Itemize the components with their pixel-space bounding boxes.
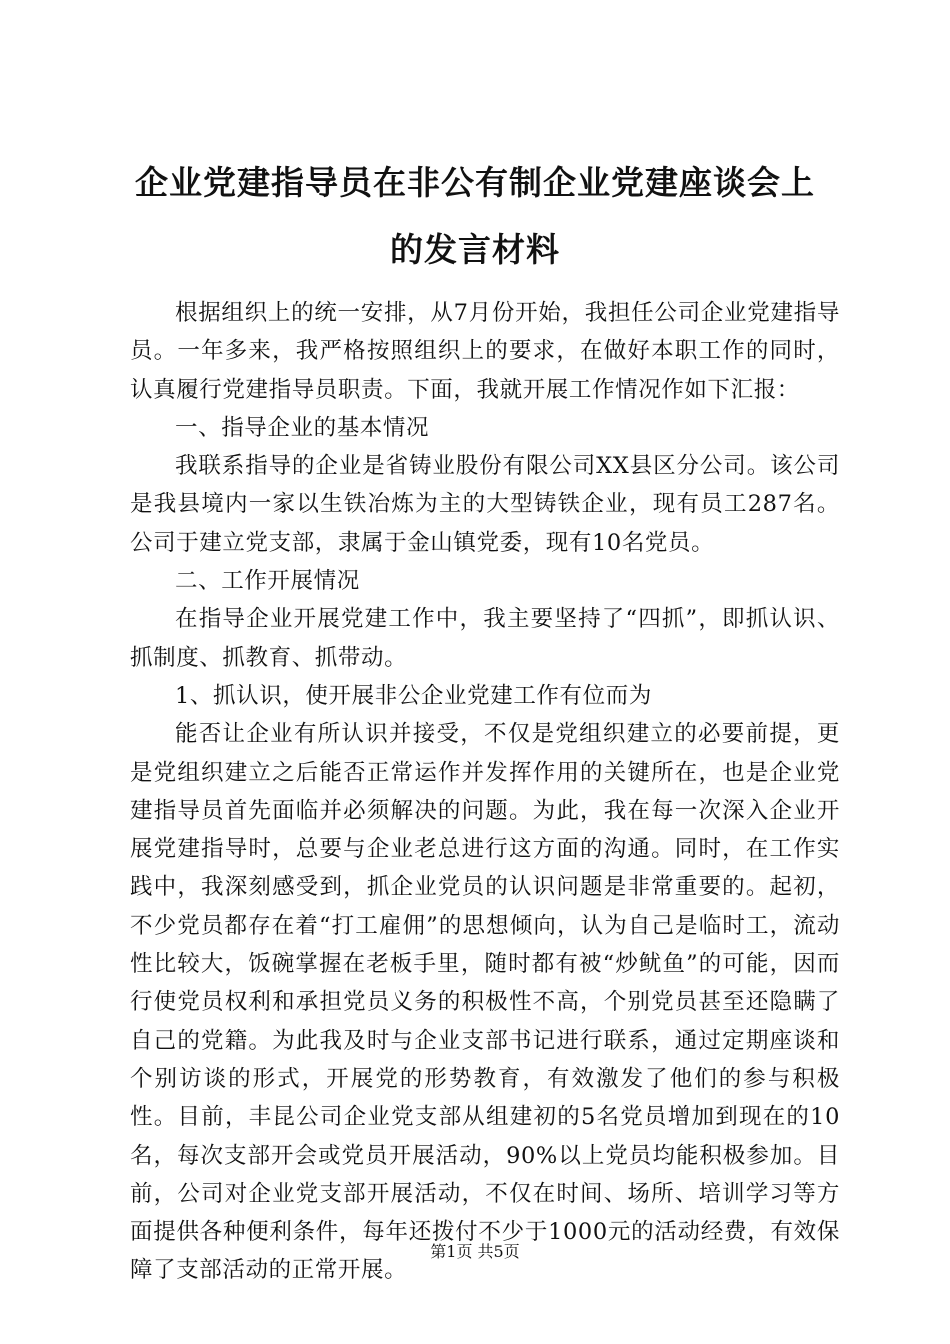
paragraph-company-info: 我联系指导的企业是省铸业股份有限公司XX县区分公司。该公司是我县境内一家以生铁冶炼为主的大型铸铁企业，现有员工287名。公司于建立党支部，隶属于金山镇党委，现有10名党员。 (130, 453, 840, 556)
paragraph-awareness: 能否让企业有所认识并接受，不仅是党组织建立的必要前提，更是党组织建立之后能否正常运作并发挥作用的关键所在，也是企业党建指导员首先面临并必须解决的问题。为此，我在每一次深入企业开展党建指导时，总要与企业老总进行这方面的沟通。同时，在工作实践中，我深刻感受到，抓企业党员的认识问题是非常重要的。起初，不少党员都存在着“打工雇佣”的思想倾向，认为自己是临时工，流动性比较大，饭碗掌握在老板手里，随时都有被“炒鱿鱼”的可能，因而行使党员权利和承担党员义务的积极性不高，个别党员甚至还隐瞒了自己的党籍。为此我及时与企业支部书记进行联系，通过定期座谈和个别访谈的形式，开展党的形势教育，有效激发了他们的参与积极性。目前，丰昆公司企业党支部从组建初的5名党员增加到现在的10名，每次支部开会或党员开展活动，90%以上党员均能积极参加。目前，公司对企业党支部开展活动，不仅在时间、场所、培训学习等方面提供各种便利条件，每年还拨付不少于1000元的活动经费，有效保障了支部活动的正常开展。 (130, 721, 840, 1284)
document-title-line-1: 企业党建指导员在非公有制企业党建座谈会上 (135, 163, 815, 202)
section-heading-2: 二、工作开展情况 (175, 568, 360, 595)
subsection-heading-1: 1、抓认识，使开展非公企业党建工作有位而为 (175, 682, 652, 709)
document-title-line-2: 的发言材料 (390, 230, 560, 269)
paragraph-four-points: 在指导企业开展党建工作中，我主要坚持了“四抓”，即抓认识、抓制度、抓教育、抓带动。 (130, 606, 840, 671)
page-number-footer: 第1页 共5页 (430, 1242, 520, 1261)
document-body (130, 294, 840, 1290)
section-heading-1: 一、指导企业的基本情况 (175, 414, 430, 441)
paragraph-intro: 根据组织上的统一安排，从7月份开始，我担任公司企业党建指导员。一年多来，我严格按照组织上的要求，在做好本职工作的同时，认真履行党建指导员职责。下面，我就开展工作情况作如下汇报： (130, 300, 840, 403)
